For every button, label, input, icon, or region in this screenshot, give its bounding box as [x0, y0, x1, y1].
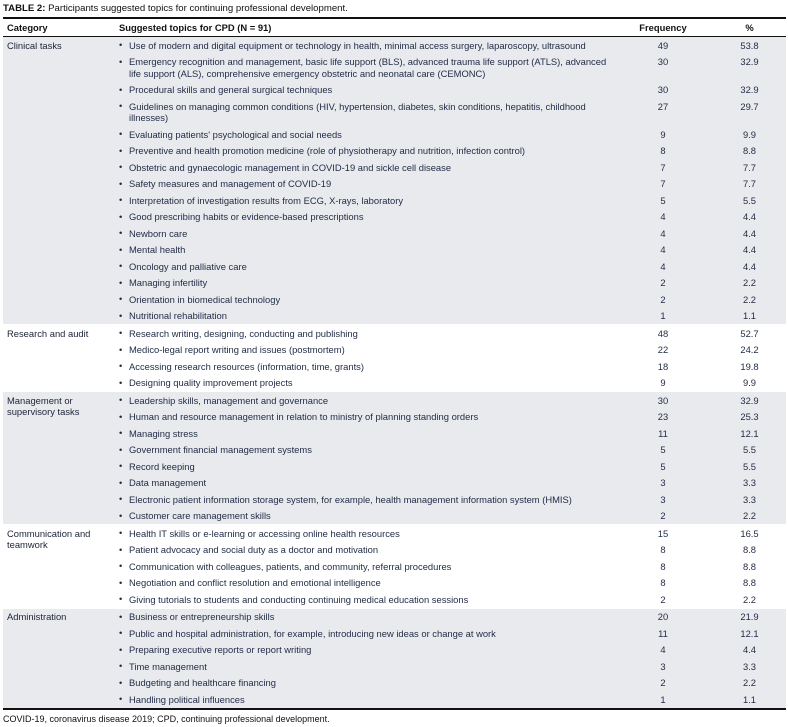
topic-text: Customer care management skills — [129, 510, 271, 521]
bullet-icon: • — [119, 509, 123, 521]
table-row — [3, 342, 786, 359]
topic-cell — [115, 275, 613, 292]
topic-text: Research writing, designing, conducting and publishing — [129, 327, 358, 339]
percent-cell: 3.3 — [713, 475, 786, 492]
percent-cell: 32.9 — [713, 392, 786, 409]
category-cell: Clinical tasks — [3, 37, 115, 325]
topic-cell — [115, 491, 613, 508]
table-row — [3, 54, 786, 82]
topic-cell — [115, 508, 613, 525]
table-row — [3, 37, 786, 54]
topic-cell — [115, 159, 613, 176]
table-row — [3, 176, 786, 193]
frequency-cell: 8 — [613, 558, 713, 575]
topic-text: Human and resource management in relation to ministry of planning standing orders — [129, 411, 479, 422]
frequency-cell: 2 — [613, 275, 713, 292]
frequency-cell: 4 — [613, 225, 713, 242]
table-row — [3, 225, 786, 242]
header-frequency: Frequency — [639, 22, 687, 33]
topic-cell — [115, 458, 613, 475]
table-row — [3, 425, 786, 442]
topic-text: Data management — [129, 477, 207, 488]
table-row — [3, 458, 786, 475]
topic-text: Interpretation of investigation results from ECG, X-rays, laboratory — [129, 194, 404, 206]
frequency-cell: 3 — [613, 491, 713, 508]
topic-text: Use of modern and digital equipment or technology in health, minimal access surgery, laparoscopy, ultrasound — [129, 39, 586, 51]
table-row — [3, 642, 786, 659]
category-cell: Management or supervisory tasks — [3, 392, 115, 525]
topic-cell — [115, 225, 613, 242]
bullet-icon: • — [119, 627, 123, 638]
frequency-cell: 30 — [613, 54, 713, 82]
bullet-icon: • — [119, 360, 123, 371]
table-row — [3, 658, 786, 675]
topic-cell — [115, 658, 613, 675]
frequency-cell: 48 — [613, 325, 713, 342]
table-row — [3, 508, 786, 525]
percent-cell: 12.1 — [713, 625, 786, 642]
topic-text: Time management — [129, 660, 207, 672]
bullet-icon: • — [119, 39, 123, 50]
topic-cell — [115, 242, 613, 259]
topic-cell — [115, 98, 613, 126]
topic-cell — [115, 608, 613, 625]
bullet-icon: • — [119, 476, 123, 488]
table-row — [3, 542, 786, 559]
topic-cell — [115, 342, 613, 359]
table-row — [3, 491, 786, 508]
frequency-cell: 9 — [613, 375, 713, 392]
frequency-cell: 8 — [613, 143, 713, 160]
bullet-icon: • — [119, 100, 123, 111]
bullet-icon: • — [119, 676, 123, 688]
table-row — [3, 325, 786, 342]
caption-label: TABLE 2: — [3, 3, 46, 14]
topic-cell — [115, 143, 613, 160]
frequency-cell: 5 — [613, 458, 713, 475]
topic-cell — [115, 82, 613, 99]
frequency-cell: 9 — [613, 126, 713, 143]
table-row — [3, 159, 786, 176]
table-row — [3, 675, 786, 692]
table-row — [3, 192, 786, 209]
frequency-cell: 11 — [613, 425, 713, 442]
percent-cell: 4.4 — [713, 242, 786, 259]
percent-cell: 12.1 — [713, 425, 786, 442]
bullet-icon: • — [119, 376, 123, 388]
topic-cell — [115, 625, 613, 642]
table-row — [3, 82, 786, 99]
table-row — [3, 258, 786, 275]
category-cell: Communication and teamwork — [3, 525, 115, 609]
percent-cell: 32.9 — [713, 82, 786, 99]
percent-cell: 25.3 — [713, 409, 786, 426]
percent-cell: 3.3 — [713, 658, 786, 675]
table-row — [3, 591, 786, 608]
table-row — [3, 392, 786, 409]
topic-text: Guidelines on managing common conditions (HIV, hypertension, diabetes, skin conditions, hepatitis, childhood illnesses) — [129, 100, 586, 123]
topic-cell — [115, 691, 613, 709]
bullet-icon: • — [119, 210, 123, 222]
table-row — [3, 126, 786, 143]
header-percent: % — [745, 22, 754, 33]
percent-cell: 7.7 — [713, 159, 786, 176]
frequency-cell: 30 — [613, 392, 713, 409]
percent-cell: 1.1 — [713, 691, 786, 709]
table-row — [3, 275, 786, 292]
bullet-icon: • — [119, 343, 123, 355]
table-caption — [3, 3, 348, 14]
frequency-cell: 5 — [613, 192, 713, 209]
topic-cell — [115, 325, 613, 342]
bullet-icon: • — [119, 394, 123, 405]
table-footnote: COVID-19, coronavirus disease 2019; CPD, continuing professional development. — [3, 714, 330, 724]
topic-text: Obstetric and gynaecologic management in COVID-19 and sickle cell disease — [129, 161, 452, 173]
percent-cell: 2.2 — [713, 591, 786, 608]
bullet-icon: • — [119, 610, 123, 622]
header-category: Category — [7, 22, 48, 33]
topic-text: Record keeping — [129, 460, 195, 472]
topic-cell — [115, 291, 613, 308]
topic-text: Managing stress — [129, 427, 198, 439]
category-cell: Administration — [3, 608, 115, 709]
topic-cell — [115, 575, 613, 592]
frequency-cell: 4 — [613, 209, 713, 226]
topic-text: Evaluating patients' psychological and social needs — [129, 128, 342, 140]
topic-text: Safety measures and management of COVID-19 — [129, 178, 332, 189]
percent-cell: 53.8 — [713, 37, 786, 54]
topic-text: Oncology and palliative care — [129, 260, 247, 272]
topic-cell — [115, 258, 613, 275]
percent-cell: 29.7 — [713, 98, 786, 126]
topic-text: Orientation in biomedical technology — [129, 293, 281, 305]
frequency-cell: 4 — [613, 642, 713, 659]
bullet-icon: • — [119, 576, 123, 588]
cpd-topics-table — [3, 17, 786, 710]
percent-cell: 3.3 — [713, 491, 786, 508]
percent-cell: 8.8 — [713, 558, 786, 575]
bullet-icon: • — [119, 128, 123, 139]
table-row — [3, 691, 786, 709]
topic-cell — [115, 37, 613, 54]
bullet-icon: • — [119, 243, 123, 255]
bullet-icon: • — [119, 177, 123, 189]
bullet-icon: • — [119, 227, 123, 238]
percent-cell: 4.4 — [713, 258, 786, 275]
topic-cell — [115, 392, 613, 409]
frequency-cell: 20 — [613, 608, 713, 625]
percent-cell: 52.7 — [713, 325, 786, 342]
bullet-icon: • — [119, 427, 123, 438]
table-row — [3, 525, 786, 542]
topic-text: Newborn care — [129, 227, 188, 239]
table-row — [3, 625, 786, 642]
bullet-icon: • — [119, 460, 123, 471]
table-row — [3, 209, 786, 226]
bullet-icon: • — [119, 144, 123, 156]
topic-cell — [115, 375, 613, 392]
caption-text: Participants suggested topics for continuing professional development. — [45, 3, 348, 14]
topic-text: Designing quality improvement projects — [129, 377, 293, 388]
frequency-cell: 7 — [613, 159, 713, 176]
bullet-icon: • — [119, 161, 123, 172]
frequency-cell: 11 — [613, 625, 713, 642]
frequency-cell: 1 — [613, 691, 713, 709]
table-row — [3, 475, 786, 492]
bullet-icon: • — [119, 560, 123, 571]
frequency-cell: 30 — [613, 82, 713, 99]
topic-text: Preparing executive reports or report writing — [129, 644, 312, 655]
bullet-icon: • — [119, 593, 123, 604]
category-group — [3, 392, 786, 525]
percent-cell: 4.4 — [713, 209, 786, 226]
topic-cell — [115, 675, 613, 692]
table-row — [3, 98, 786, 126]
frequency-cell: 7 — [613, 176, 713, 193]
frequency-cell: 2 — [613, 591, 713, 608]
topic-text: Accessing research resources (information, time, grants) — [129, 360, 364, 372]
bullet-icon: • — [119, 276, 123, 288]
topic-cell — [115, 209, 613, 226]
header-topics: Suggested topics for CPD (N = 91) — [119, 22, 272, 33]
category-group — [3, 608, 786, 709]
percent-cell: 9.9 — [713, 126, 786, 143]
percent-cell: 5.5 — [713, 192, 786, 209]
frequency-cell: 2 — [613, 291, 713, 308]
topic-text: Emergency recognition and management, basic life support (BLS), advanced trauma life support (ATLS), advanced life support (ALS), comprehensive emergency obstetric and neonatal care (CEMONC) — [129, 56, 607, 79]
bullet-icon: • — [119, 693, 123, 704]
topic-text: Health IT skills or e-learning or accessing online health resources — [129, 527, 400, 539]
frequency-cell: 8 — [613, 575, 713, 592]
topic-text: Public and hospital administration, for example, introducing new ideas or change at work — [129, 627, 496, 639]
table-row — [3, 608, 786, 625]
topic-cell — [115, 425, 613, 442]
table-row — [3, 143, 786, 160]
bullet-icon: • — [119, 643, 123, 655]
percent-cell: 2.2 — [713, 291, 786, 308]
table-row — [3, 375, 786, 392]
bullet-icon: • — [119, 260, 123, 271]
percent-cell: 2.2 — [713, 275, 786, 292]
percent-cell: 7.7 — [713, 176, 786, 193]
frequency-cell: 22 — [613, 342, 713, 359]
topic-text: Business or entrepreneurship skills — [129, 611, 275, 622]
bullet-icon: • — [119, 194, 123, 205]
frequency-cell: 2 — [613, 508, 713, 525]
percent-cell: 1.1 — [713, 308, 786, 325]
topic-text: Patient advocacy and social duty as a doctor and motivation — [129, 544, 379, 555]
topic-cell — [115, 176, 613, 193]
topic-text: Medico-legal report writing and issues (postmortem) — [129, 344, 345, 355]
topic-text: Negotiation and conflict resolution and emotional intelligence — [129, 577, 381, 588]
topic-text: Government financial management systems — [129, 444, 312, 455]
topic-text: Mental health — [129, 244, 186, 255]
percent-cell: 8.8 — [713, 575, 786, 592]
bullet-icon: • — [119, 410, 123, 422]
frequency-cell: 23 — [613, 409, 713, 426]
topic-cell — [115, 54, 613, 82]
topic-text: Handling political influences — [129, 693, 245, 705]
topic-text: Leadership skills, management and governance — [129, 394, 329, 406]
percent-cell: 5.5 — [713, 458, 786, 475]
percent-cell: 2.2 — [713, 508, 786, 525]
topic-text: Nutritional rehabilitation — [129, 310, 227, 321]
frequency-cell: 5 — [613, 442, 713, 459]
percent-cell: 5.5 — [713, 442, 786, 459]
topic-cell — [115, 409, 613, 426]
bullet-icon: • — [119, 443, 123, 455]
topic-text: Giving tutorials to students and conducting continuing medical education sessions — [129, 593, 469, 605]
bullet-icon: • — [119, 543, 123, 555]
header-row — [3, 18, 786, 37]
bullet-icon: • — [119, 493, 123, 504]
bullet-icon: • — [119, 327, 123, 338]
category-cell: Research and audit — [3, 325, 115, 392]
table-row — [3, 308, 786, 325]
topic-cell — [115, 475, 613, 492]
percent-cell: 8.8 — [713, 542, 786, 559]
frequency-cell: 4 — [613, 242, 713, 259]
topic-cell — [115, 126, 613, 143]
percent-cell: 24.2 — [713, 342, 786, 359]
topic-text: Communication with colleagues, patients, and community, referral procedures — [129, 560, 452, 572]
table-row — [3, 575, 786, 592]
bullet-icon: • — [119, 55, 123, 67]
frequency-cell: 1 — [613, 308, 713, 325]
percent-cell: 21.9 — [713, 608, 786, 625]
percent-cell: 19.8 — [713, 358, 786, 375]
frequency-cell: 3 — [613, 658, 713, 675]
frequency-cell: 27 — [613, 98, 713, 126]
percent-cell: 9.9 — [713, 375, 786, 392]
bullet-icon: • — [119, 293, 123, 304]
percent-cell: 16.5 — [713, 525, 786, 542]
frequency-cell: 15 — [613, 525, 713, 542]
table-row — [3, 442, 786, 459]
percent-cell: 4.4 — [713, 225, 786, 242]
percent-cell: 2.2 — [713, 675, 786, 692]
frequency-cell: 2 — [613, 675, 713, 692]
category-group — [3, 325, 786, 392]
category-group — [3, 37, 786, 325]
topic-text: Procedural skills and general surgical techniques — [129, 84, 333, 95]
topic-cell — [115, 642, 613, 659]
percent-cell: 8.8 — [713, 143, 786, 160]
frequency-cell: 8 — [613, 542, 713, 559]
topic-text: Budgeting and healthcare financing — [129, 677, 276, 688]
topic-text: Preventive and health promotion medicine (role of physiotherapy and nutrition, infection control) — [129, 145, 526, 156]
bullet-icon: • — [119, 527, 123, 538]
bullet-icon: • — [119, 83, 123, 95]
topic-cell — [115, 358, 613, 375]
topic-cell — [115, 442, 613, 459]
table-row — [3, 242, 786, 259]
topic-cell — [115, 192, 613, 209]
topic-cell — [115, 525, 613, 542]
topic-cell — [115, 558, 613, 575]
table-row — [3, 358, 786, 375]
table-row — [3, 558, 786, 575]
category-group — [3, 525, 786, 609]
topic-cell — [115, 308, 613, 325]
frequency-cell: 3 — [613, 475, 713, 492]
frequency-cell: 4 — [613, 258, 713, 275]
topic-text: Electronic patient information storage system, for example, health management information system (HMIS) — [129, 493, 572, 505]
topic-text: Managing infertility — [129, 277, 208, 288]
topic-text: Good prescribing habits or evidence-based prescriptions — [129, 211, 364, 222]
bullet-icon: • — [119, 660, 123, 671]
bullet-icon: • — [119, 309, 123, 321]
topic-cell — [115, 542, 613, 559]
frequency-cell: 49 — [613, 37, 713, 54]
frequency-cell: 18 — [613, 358, 713, 375]
percent-cell: 4.4 — [713, 642, 786, 659]
table-row — [3, 409, 786, 426]
percent-cell: 32.9 — [713, 54, 786, 82]
topic-cell — [115, 591, 613, 608]
table-row — [3, 291, 786, 308]
